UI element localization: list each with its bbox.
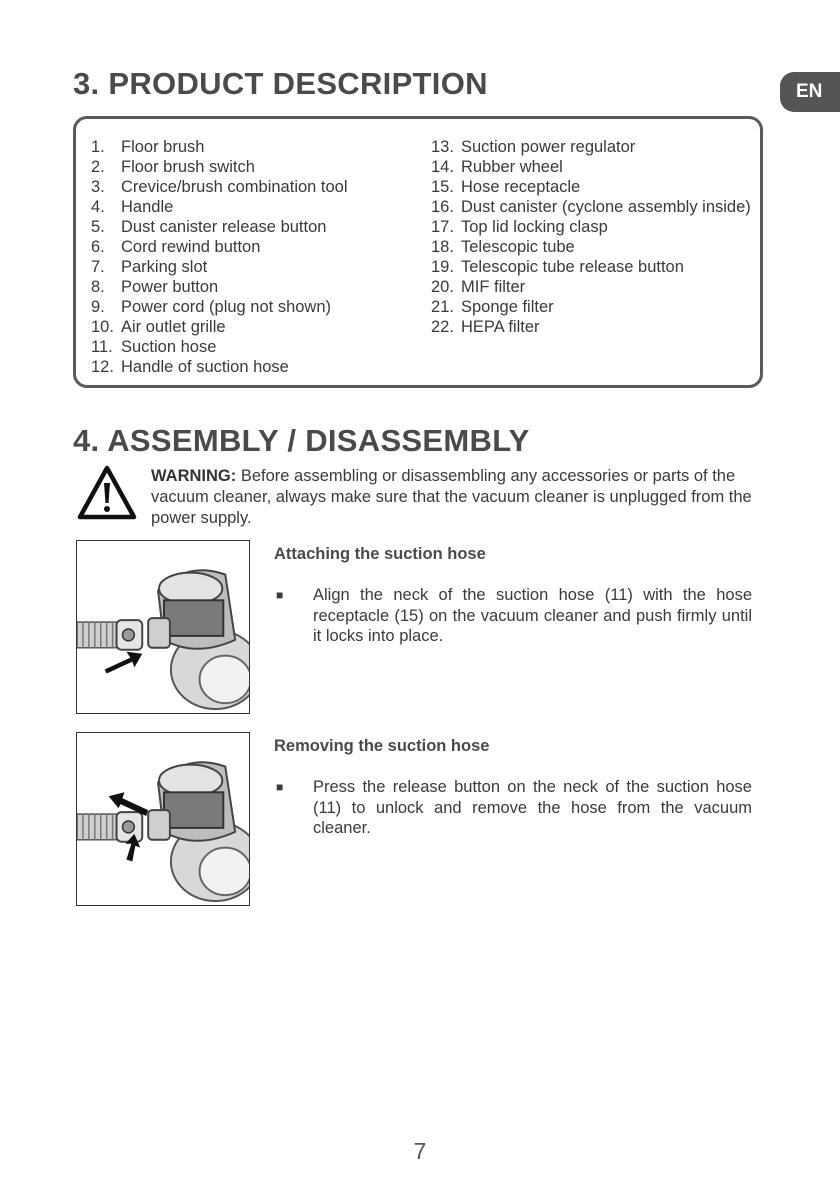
part-number: 13. — [431, 138, 454, 156]
page-number: 7 — [413, 1138, 427, 1164]
attach-hose-title: Attaching the suction hose — [274, 545, 486, 563]
part-name: Hose receptacle — [461, 178, 581, 196]
part-number: 7. — [91, 258, 105, 276]
part-name: Dust canister release button — [121, 218, 327, 236]
part-name: Power button — [121, 278, 219, 296]
part-name: Parking slot — [121, 258, 208, 276]
warning-text — [151, 466, 769, 529]
parts-list-item — [431, 297, 751, 317]
remove-hose-instruction: Press the release button on the neck of the suction hose (11) to unlock and remove the hose from the vacuum cleaner. — [313, 778, 752, 837]
part-number: 21. — [431, 298, 454, 316]
remove-hose-step — [276, 777, 752, 839]
part-number: 17. — [431, 218, 454, 236]
remove-hose-title: Removing the suction hose — [274, 737, 490, 755]
part-number: 9. — [91, 298, 105, 316]
part-name: Air outlet grille — [121, 318, 226, 336]
parts-list-item — [91, 197, 421, 217]
part-name: Handle — [121, 198, 174, 216]
part-number: 2. — [91, 158, 105, 176]
language-tab: EN — [780, 72, 840, 112]
part-number: 22. — [431, 318, 454, 336]
parts-list-item — [91, 217, 421, 237]
parts-list-item — [91, 177, 421, 197]
section-4-title: 4. ASSEMBLY / DISASSEMBLY — [73, 423, 530, 458]
remove-hose-illustration — [76, 732, 250, 906]
section-3-title: 3. PRODUCT DESCRIPTION — [73, 66, 488, 101]
part-name: Dust canister (cyclone assembly inside) — [461, 198, 751, 216]
part-name: Floor brush switch — [121, 158, 255, 176]
part-number: 5. — [91, 218, 105, 236]
part-number: 3. — [91, 178, 105, 196]
parts-list-item — [91, 277, 421, 297]
parts-list-item — [91, 357, 421, 377]
part-name: Telescopic tube release button — [461, 258, 684, 276]
part-name: Crevice/brush combination tool — [121, 178, 348, 196]
bullet-square-icon: ■ — [276, 780, 284, 794]
part-number: 15. — [431, 178, 454, 196]
part-name: Rubber wheel — [461, 158, 563, 176]
part-name: Sponge filter — [461, 298, 554, 316]
part-name: Cord rewind button — [121, 238, 261, 256]
parts-list-item — [91, 297, 421, 317]
parts-list-item — [91, 237, 421, 257]
attach-hose-illustration — [76, 540, 250, 714]
part-name: Telescopic tube — [461, 238, 575, 256]
parts-list-right — [431, 137, 751, 337]
parts-list-item — [431, 317, 751, 337]
part-number: 4. — [91, 198, 105, 216]
parts-list-item — [91, 157, 421, 177]
part-name: Suction hose — [121, 338, 217, 356]
warning-label: WARNING: — [151, 467, 237, 485]
parts-list-item — [431, 257, 751, 277]
parts-list-item — [431, 217, 751, 237]
part-name: MIF filter — [461, 278, 526, 296]
parts-list-item — [431, 197, 751, 217]
part-name: Handle of suction hose — [121, 358, 289, 376]
part-number: 6. — [91, 238, 105, 256]
parts-list-item — [91, 137, 421, 157]
parts-list-item — [431, 177, 751, 197]
part-name: HEPA filter — [461, 318, 540, 336]
part-number: 10. — [91, 318, 114, 336]
warning-triangle-icon — [77, 465, 137, 521]
parts-list-item — [431, 157, 751, 177]
part-number: 11. — [91, 338, 113, 356]
part-number: 12. — [91, 358, 114, 376]
part-number: 20. — [431, 278, 454, 296]
part-name: Power cord (plug not shown) — [121, 298, 332, 316]
parts-list-item — [91, 317, 421, 337]
part-number: 1. — [91, 138, 105, 156]
attach-hose-step — [276, 585, 752, 647]
parts-list-left — [91, 137, 421, 377]
parts-list-item — [431, 237, 751, 257]
part-number: 19. — [431, 258, 454, 276]
parts-list-item — [91, 257, 421, 277]
parts-list-item — [91, 337, 421, 357]
attach-hose-instruction: Align the neck of the suction hose (11) with the hose receptacle (15) on the vacuum cleaner and push firmly until it locks into place. — [313, 586, 752, 645]
product-description-box — [73, 116, 763, 388]
bullet-square-icon: ■ — [276, 588, 284, 602]
part-number: 8. — [91, 278, 105, 296]
part-number: 16. — [431, 198, 454, 216]
parts-list-item — [431, 137, 751, 157]
part-name: Suction power regulator — [461, 138, 636, 156]
part-number: 18. — [431, 238, 454, 256]
warning-body: Before assembling or disassembling any accessories or parts of the vacuum cleaner, always make sure that the vacuum cleaner is unplugged from the power supply. — [151, 467, 752, 527]
part-number: 14. — [431, 158, 454, 176]
parts-list-item — [431, 277, 751, 297]
part-name: Top lid locking clasp — [461, 218, 608, 236]
part-name: Floor brush — [121, 138, 205, 156]
